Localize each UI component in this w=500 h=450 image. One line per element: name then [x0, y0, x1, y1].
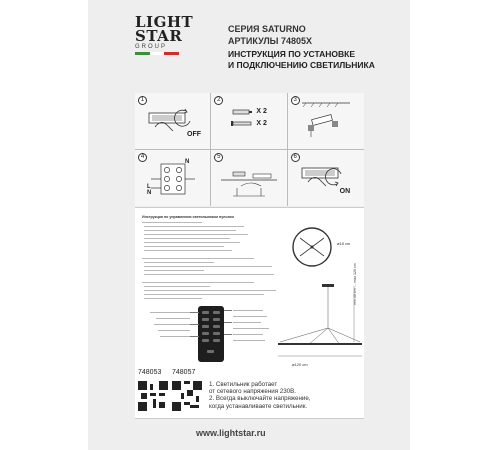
- callout-text: [154, 324, 190, 325]
- page-title: [228, 49, 375, 71]
- step-number: 3: [291, 96, 300, 105]
- callout-line: [190, 324, 199, 325]
- text-line: [144, 270, 204, 271]
- text-line: [144, 238, 230, 239]
- brand-flag: [135, 52, 179, 55]
- text-line: [144, 290, 276, 291]
- terminal-n: N: [147, 189, 152, 196]
- callout-text: [233, 334, 263, 335]
- drilling-illustration: [288, 93, 364, 149]
- step-4: [135, 150, 211, 207]
- remote-button: [202, 339, 209, 342]
- series-name: СЕРИЯ SATURNO: [228, 24, 306, 34]
- dowel-count: X 2: [256, 108, 267, 115]
- text-line: [144, 286, 210, 287]
- instructions-title: Инструкция по управлению светильником пультом: [142, 215, 234, 219]
- callout-line: [224, 310, 232, 311]
- text-line: [144, 226, 244, 227]
- text-line: [144, 250, 232, 251]
- callout-text: [233, 316, 267, 317]
- callout-text: [160, 336, 190, 337]
- article-2: 748057: [172, 369, 196, 376]
- text-line: [144, 298, 202, 299]
- text-line: [144, 274, 274, 275]
- text-line: [144, 294, 264, 295]
- remote-button: [213, 318, 220, 321]
- title-line2: И ПОДКЛЮЧЕНИЮ СВЕТИЛЬНИКА: [228, 60, 375, 70]
- callout-line: [224, 334, 232, 335]
- step-number: 1: [138, 96, 147, 105]
- remote-button: [202, 311, 209, 314]
- switch-on-label: ON: [339, 187, 351, 195]
- step-number: 6: [291, 153, 300, 162]
- qr-code-2-icon[interactable]: [172, 381, 202, 411]
- switch-off-illustration: [135, 93, 211, 149]
- text-line: [144, 262, 214, 263]
- step-6: [288, 150, 364, 207]
- step-number: 4: [138, 153, 147, 162]
- text-line: [144, 246, 224, 247]
- callout-line: [224, 322, 232, 323]
- title-line1: ИНСТРУКЦИЯ ПО УСТАНОВКЕ: [228, 49, 356, 59]
- ring-diameter-label: ⌀120 cm: [292, 362, 308, 367]
- warning-line1: 1. Светильник работает: [209, 381, 278, 388]
- qr-code-1-icon[interactable]: [138, 381, 168, 411]
- remote-button: [213, 332, 220, 335]
- step-3: [288, 93, 364, 150]
- terminal-block-illustration: [135, 150, 211, 206]
- callout-text: [150, 312, 190, 313]
- warning-line2: от сетевого напряжения 230В.: [209, 388, 296, 396]
- callout-text: [233, 322, 261, 323]
- series-block: [228, 23, 312, 47]
- text-line: [144, 230, 236, 231]
- brand-line2: STAR: [135, 27, 183, 45]
- terminal-n-top: N: [185, 158, 190, 165]
- remote-button: [202, 318, 209, 321]
- callout-text: [156, 318, 190, 319]
- article-1: 748053: [138, 369, 162, 376]
- step-1: [135, 93, 211, 150]
- remote-button: [213, 311, 220, 314]
- remote-button: [213, 325, 220, 328]
- remote-button: [213, 339, 220, 342]
- canopy-diameter-label: ⌀18 cm: [337, 241, 351, 246]
- website-link[interactable]: www.lightstar.ru: [196, 428, 266, 438]
- callout-line: [190, 312, 199, 313]
- text-line: [142, 282, 254, 283]
- installation-steps: [135, 93, 364, 206]
- switch-on-illustration: [288, 150, 364, 206]
- text-line: [142, 258, 254, 259]
- brand-logo: [135, 15, 195, 55]
- step-2: [211, 93, 287, 150]
- step-5: [211, 150, 287, 207]
- text-line: [144, 242, 240, 243]
- callout-line: [190, 336, 199, 337]
- callout-text: [158, 330, 190, 331]
- step-number: 5: [214, 153, 223, 162]
- safety-notes: [209, 381, 311, 410]
- article-numbers: АРТИКУЛЫ 74805X: [228, 36, 312, 46]
- callout-text: [233, 328, 269, 329]
- callout-text: [233, 310, 263, 311]
- text-line: [144, 266, 272, 267]
- step-number: 2: [214, 96, 223, 105]
- remote-button: [207, 350, 214, 353]
- warning-line3: 2. Всегда выключайте напряжение,: [209, 395, 311, 403]
- mounting-illustration: [211, 150, 287, 206]
- remote-button: [202, 325, 209, 328]
- callout-text: [233, 340, 265, 341]
- switch-off-label: OFF: [187, 131, 201, 138]
- warning-line4: когда устанавливаете светильник.: [209, 402, 308, 410]
- lamp-diagram: [278, 226, 364, 366]
- brand-line3: GROUP: [135, 44, 168, 50]
- terminal-l: L: [147, 183, 151, 190]
- remote-button: [202, 332, 209, 335]
- screw-count: X 2: [256, 120, 267, 127]
- brand-line1: LIGHT: [135, 13, 194, 31]
- text-line: [142, 222, 202, 223]
- text-line: [144, 234, 248, 235]
- screws-illustration: [211, 93, 287, 149]
- remote-control-image: [198, 306, 224, 362]
- height-range-label: min 40 cm … max 120 cm: [353, 263, 357, 305]
